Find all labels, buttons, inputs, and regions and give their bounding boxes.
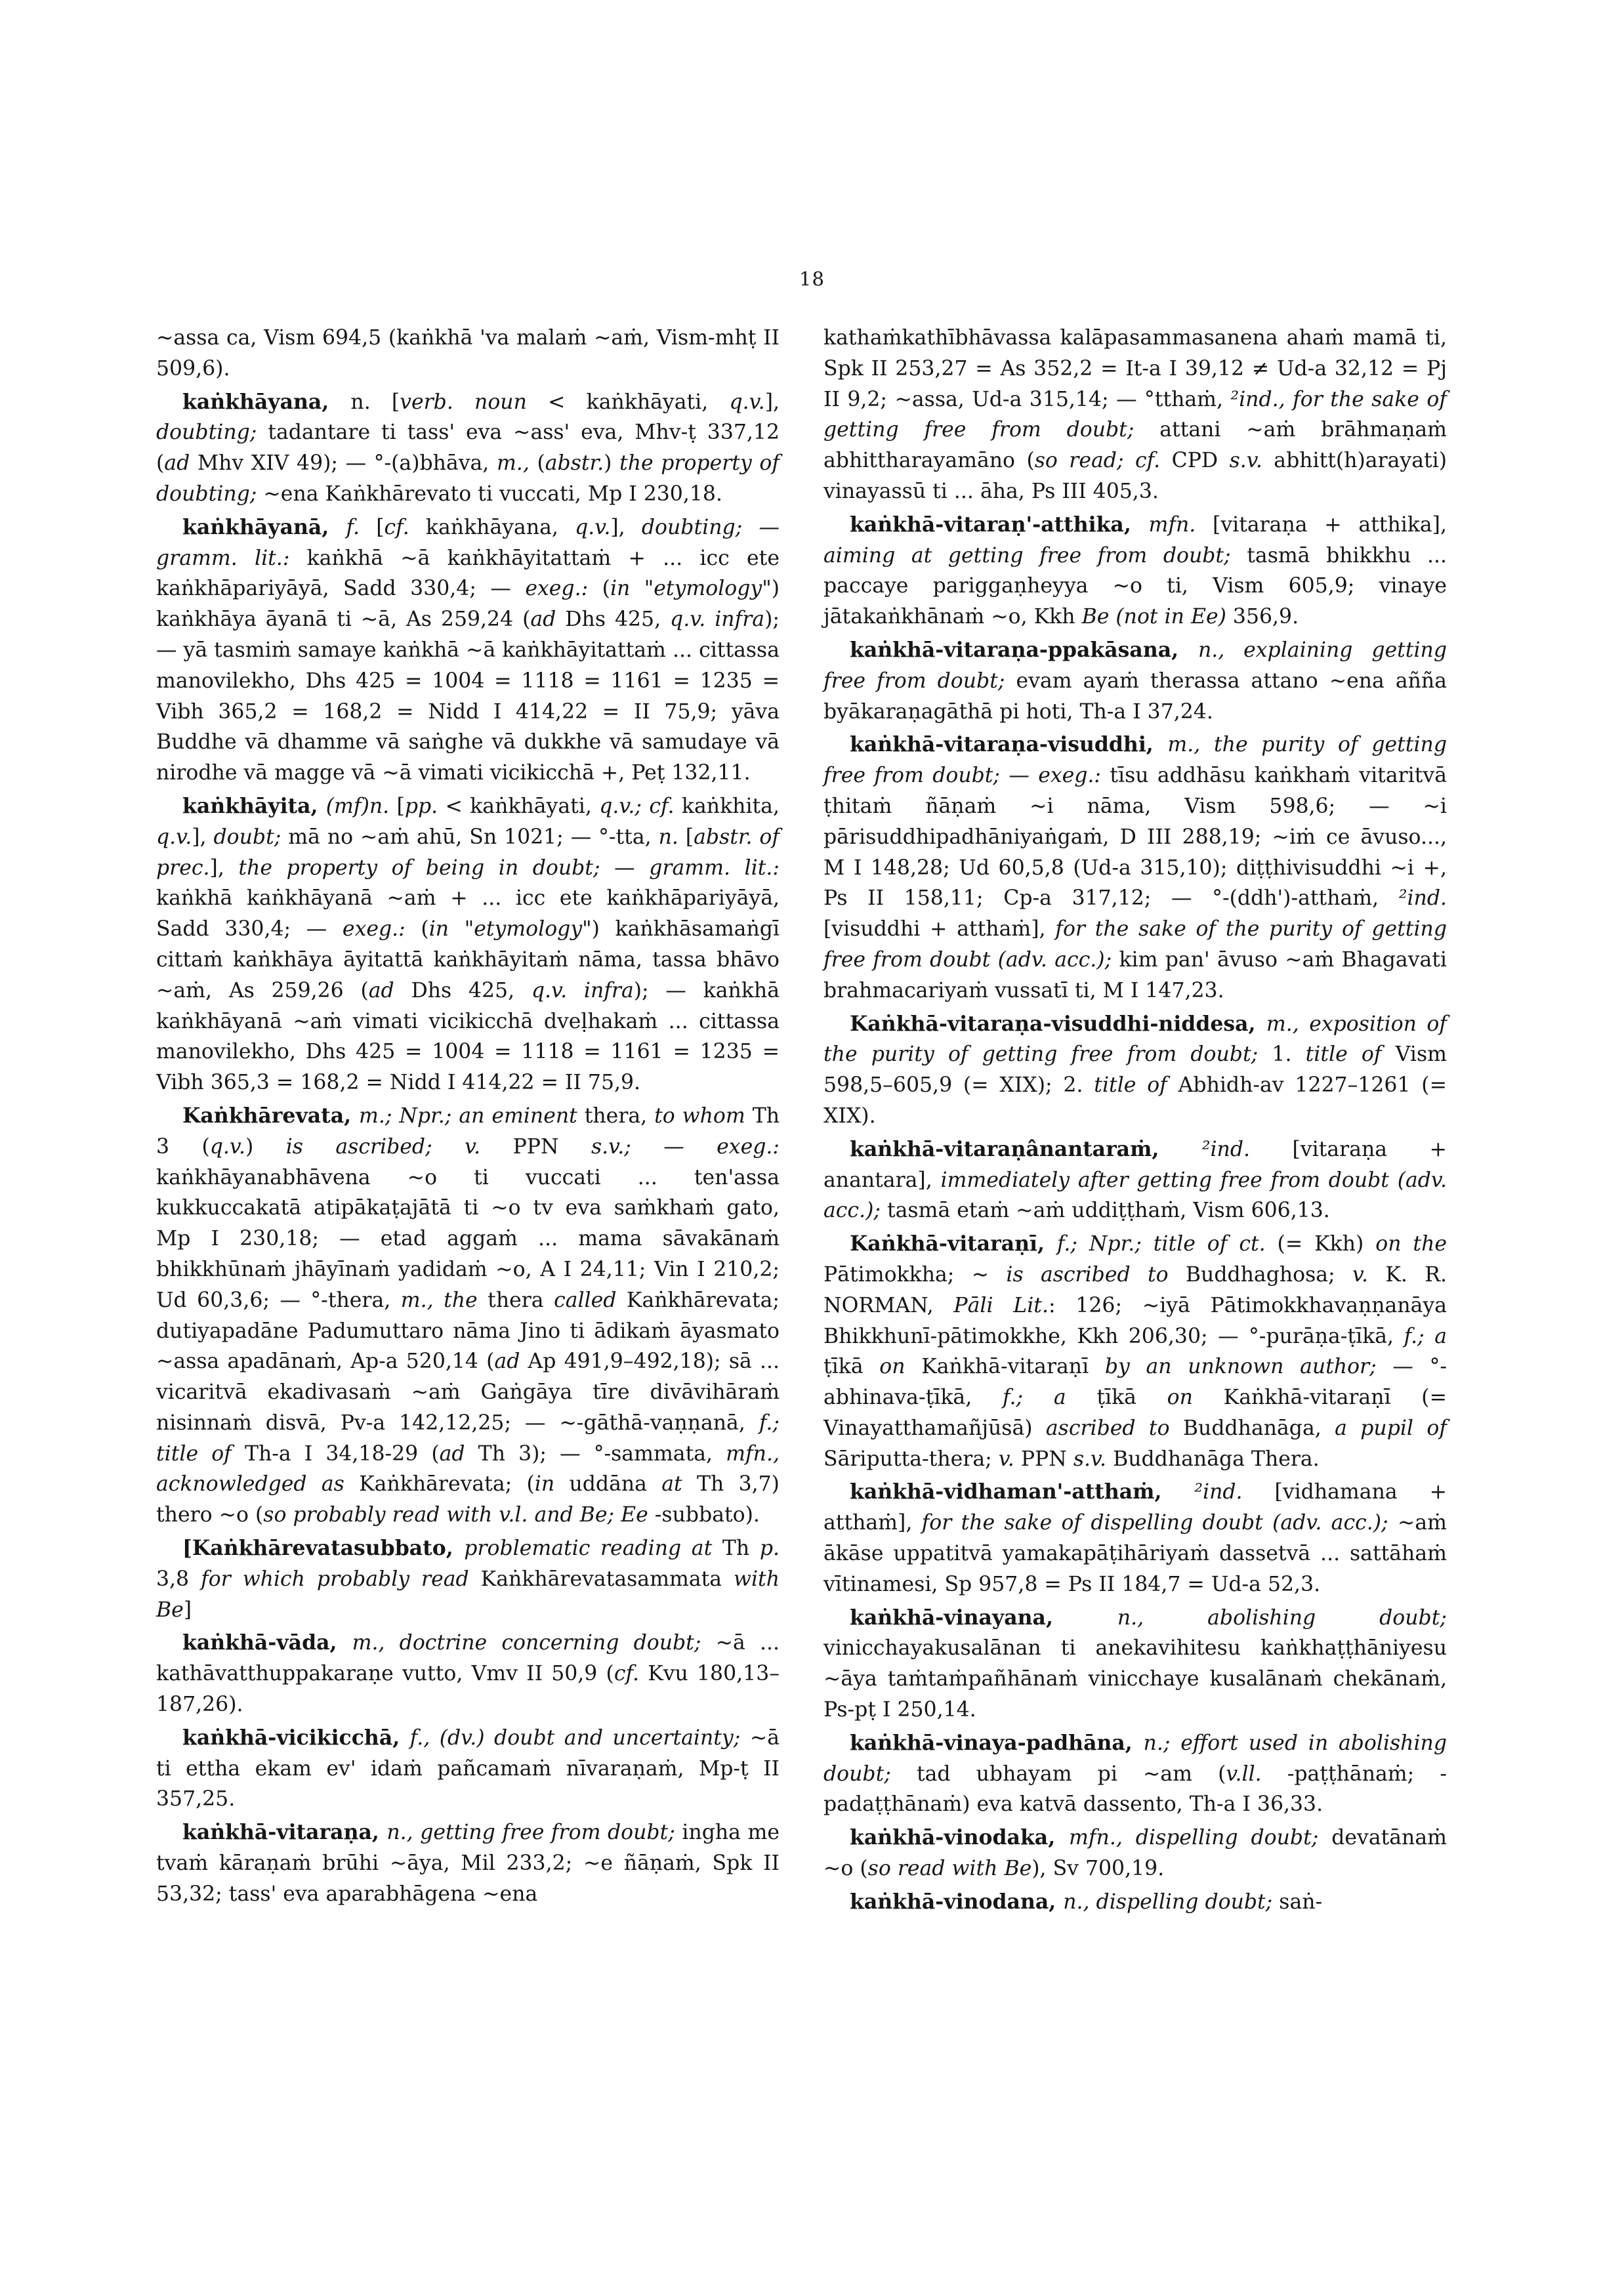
entry-text: (mf)n. (325, 794, 390, 818)
entry-text: ), Sv 700,19. (1031, 1857, 1165, 1881)
dictionary-entry (156, 1723, 780, 1815)
entry-text: verb. noun (400, 390, 527, 414)
entry-text: mfn., dispelling doubt; (1069, 1826, 1319, 1850)
entry-text: aiming at getting free from doubt; (823, 543, 1231, 568)
entry-text: < kaṅkhāyati, (526, 390, 730, 414)
entry-text: tasmā etaṁ ~aṁ uddiṭṭhaṁ, Vism 606,13. (880, 1199, 1330, 1223)
entry-text: — °-abhinava-ṭīkā, (823, 1355, 1447, 1410)
dictionary-entry (823, 730, 1447, 1006)
entry-text: exeg.: (342, 917, 406, 941)
entry-text: ) kaṅkhāsamaṅgī cittaṁ kaṅkhāya āyitattā kaṅkhāyitaṁ nāma, tassa bhāvo ~aṁ, As 259,26 ( (156, 917, 780, 1003)
entry-text: ṭīkā (1066, 1386, 1167, 1410)
dictionary-entry (823, 1229, 1447, 1474)
entry-text: abhitt(h)arayati) vinayassū ti ... āha, Ps III 405,3. (823, 449, 1447, 503)
entry-text: v.ll. (1226, 1762, 1262, 1786)
entry-text: pp. (404, 794, 438, 818)
entry-text: uddāna (554, 1472, 662, 1497)
entry-text: ) kaṅkhāya āyanā ti ~ā, As 259,24 ( (156, 577, 780, 632)
entry-text: Buddhanāga, (1169, 1416, 1335, 1440)
entry-text: m., the (400, 1288, 478, 1312)
dictionary-entry (156, 1628, 780, 1720)
entry-headword: kaṅkhā-vitaraṇa-ppakāsana, (850, 637, 1198, 662)
entry-text: n., abolishing doubt; (1117, 1605, 1447, 1630)
entry-text: ( (529, 451, 545, 476)
entry-text: n. [ (350, 390, 400, 414)
entry-text: cf. (384, 515, 409, 539)
dictionary-entry (823, 1887, 1447, 1918)
entry-text: in (534, 1472, 555, 1497)
entry-text: v. (1352, 1262, 1369, 1287)
entry-text: -subbato). (648, 1503, 760, 1527)
entry-headword: kaṅkhāyana, (182, 389, 351, 414)
entry-text: s.v. (1229, 449, 1262, 473)
entry-text: ad (530, 608, 556, 632)
entry-text: s.v. (1073, 1447, 1107, 1471)
entry-text: on (879, 1355, 906, 1379)
entry-text: kaṅkhāyanabhāvena ~o ti vuccati ... ten'assa kukkuccakatā atipākaṭajātā ti ~o tv eva saṁkhaṁ gato, Mp I 230,18; — etad aggaṁ ... mama sāvakānaṁ bhikkhūnaṁ jhāyīnaṁ yadidaṁ ~o, A I 24,11; Vin I 210,2; Ud 60,3,6; — °-thera, (156, 1165, 780, 1312)
entry-text: Ap 491,9–492,18); sā ... vicaritvā ekadivasaṁ ~aṁ Gaṅgāya tīre divāvihāraṁ nisinnaṁ disvā, Pv-a 142,12,25; — ~-gāthā-vaṇṇanā, (156, 1350, 780, 1435)
dictionary-entry (823, 1823, 1447, 1884)
entry-text: -paṭṭhānaṁ; -padaṭṭhānaṁ) eva katvā dassento, Th-a I 36,33. (823, 1762, 1447, 1817)
entry-text: Buddhaghosa; (1168, 1262, 1352, 1287)
entry-text: m.; Npr.; an eminent (359, 1104, 577, 1128)
entry-text: q.v. (729, 390, 765, 414)
entry-text: ) (245, 1134, 286, 1159)
entry-text: Be (not in Ee) (1081, 605, 1226, 629)
entry-text: the property of being in doubt; — gramm. lit.: (238, 856, 780, 880)
entry-text: ²ind. (1398, 886, 1447, 911)
dictionary-entry (823, 1728, 1447, 1820)
entry-text: Sāriputta-thera; (823, 1447, 999, 1471)
entry-text: PPN (1014, 1447, 1073, 1471)
entry-text: ~aṁ ākāse uppatitvā yamakapāṭihāriyaṁ dassetvā ... sattāhaṁ vītinamesi, Sp 957,8 = Ps II 184,7 = Ud-a 52,3. (823, 1511, 1447, 1596)
entry-text: in "etymology" (610, 577, 772, 601)
entry-text: in "etymology" (428, 917, 592, 941)
dictionary-entry (156, 387, 780, 510)
dictionary-entry (823, 1009, 1447, 1132)
entry-text: ); — yā tasmiṁ samaye kaṅkhā ~ā kaṅkhāyitattaṁ ... cittassa manovilekho, Dhs 425 = 1004 = 1118 = 1161 = 1235 = Vibh 365,2 = 168,2 = Nidd I 414,22 = II 75,9; yāva Buddhe vā dhamme vā saṅghe vā dukkhe vā samudaye vā nirodhe vā magge vā ~ā vimati vicikicchā +, Peṭ 132,11. (156, 608, 780, 785)
entry-text: 3,8 (156, 1567, 201, 1591)
entry-text: vinicchayakusalānan ti anekavihitesu kaṅkhaṭṭhāniyesu ~āya taṁtaṁpañhānaṁ vinicchaye kusalānaṁ chekānaṁ, Ps-pṭ I 250,14. (823, 1636, 1447, 1722)
entry-text: m., (496, 451, 530, 476)
entry-text: is ascribed; v. (285, 1134, 481, 1159)
entry-text: ad (494, 1350, 520, 1374)
entry-text: K. R. NORMAN, (823, 1262, 1447, 1317)
entry-headword: kaṅkhāyita, (182, 793, 326, 818)
entry-text: tīsu addhāsu kaṅkhaṁ vitaritvā ṭhitaṁ ñāṇaṁ ~i nāma, Vism 598,6; — ~i pārisuddhipadhāniyaṅgaṁ, D III 288,19; ~iṁ ce āvuso..., M I 148,28; Ud 60,5,8 (Ud-a 315,10); diṭṭhivisuddhi ~i +, Ps II 158,11; Cp-a 317,12; — °-(ddh')-atthaṁ, (823, 764, 1447, 911)
entry-text: cf. (614, 1662, 640, 1686)
entry-text: ( (405, 917, 429, 941)
entry-text: Dhs 425, (394, 978, 531, 1003)
dictionary-entry (156, 512, 780, 789)
entry-text: : 126; ~iyā Pātimokkhavaṇṇanāya Bhikkhunī-pātimokkhe, Kkh 206,30; — °-purāṇa-ṭīkā, (823, 1293, 1447, 1348)
dictionary-entry (156, 323, 780, 384)
entry-text: q.v. infra (531, 978, 634, 1003)
entry-headword: Kaṅkhārevata, (182, 1103, 359, 1128)
entry-text: attani ~aṁ brāhmaṇaṁ abhittharayamāno ( (823, 418, 1447, 473)
entry-text: kaṅkhā kaṅkhāyanā ~aṁ + ... icc ete kaṅkhāpariyāyā, Sadd 330,4; — (156, 886, 780, 941)
dictionary-entry (823, 635, 1447, 727)
entry-text: s.v.; — exeg.: (591, 1134, 780, 1159)
entry-text: [vitaraṇa + anantara], (823, 1137, 1447, 1192)
entry-text: n. (658, 825, 678, 849)
dictionary-entry (156, 1533, 780, 1625)
entry-text: a pupil of (1335, 1416, 1447, 1440)
entry-text: the property of doubting; (156, 451, 780, 506)
entry-text: [ (678, 825, 694, 849)
entry-text: for the sake of dispelling doubt (adv. acc.); (921, 1511, 1388, 1535)
dictionary-entry (156, 791, 780, 1098)
entry-text: [ (360, 515, 385, 539)
entry-headword: kaṅkhā-vinaya-padhāna, (850, 1730, 1144, 1755)
entry-text: called (554, 1288, 617, 1312)
entry-text: ²ind. (1194, 1480, 1243, 1504)
entry-text: Dhs 425, (556, 608, 671, 632)
entry-text: title of (1305, 1043, 1382, 1067)
entry-text: Abhidh-av 1227–1261 (= XIX). (823, 1073, 1447, 1128)
entry-text: PPN (480, 1134, 591, 1159)
dictionary-entry (156, 1817, 780, 1909)
entry-text: m., doctrine concerning doubt; (352, 1631, 701, 1655)
entry-text: ad (368, 978, 394, 1003)
entry-text: ascribed to (1045, 1416, 1170, 1440)
entry-text: mfn., acknowledged as (156, 1441, 780, 1497)
entry-text: immediately after getting free from doubt (adv. acc.); (823, 1168, 1447, 1223)
entry-text: Kaṅkhā-vitaraṇī (905, 1355, 1105, 1379)
entry-headword: kaṅkhā-vāda, (182, 1630, 352, 1655)
entry-text: n., explaining getting free from doubt; (823, 638, 1447, 693)
entry-text: ], (192, 825, 214, 849)
entry-text: ) (604, 451, 620, 476)
entry-text: Th (712, 1537, 760, 1561)
entry-text: ~ā ... kathāvatthuppakaraṇe vutto, Vmv II 50,9 ( (156, 1631, 780, 1686)
entry-text: kaṅkhā ~ā kaṅkhāyitattaṁ + ... icc ete kaṅkhāpariyāyā, Sadd 330,4; — (156, 546, 780, 601)
entry-text: devatānaṁ ~o ( (823, 1826, 1447, 1881)
entry-text: [vidhamana + atthaṁ], (823, 1480, 1447, 1535)
entry-text: Kaṅkhārevata; ( (344, 1472, 535, 1497)
entry-text: Kaṅkhā-vitaraṇī (= Vinayatthamañjūsā) (823, 1386, 1447, 1440)
entry-text: f. (346, 515, 360, 539)
entry-text: on the (1375, 1232, 1447, 1256)
entry-headword: Kaṅkhā-vitaraṇī, (850, 1231, 1057, 1256)
page-number: 18 (799, 268, 825, 290)
entry-text: so read; cf. (1034, 449, 1161, 473)
entry-text: at (661, 1472, 682, 1497)
entry-text: doubting; (156, 421, 257, 445)
entry-text: ingha me tvaṁ kāraṇaṁ brūhi ~āya, Mil 233,2; ~e ñāṇaṁ, Spk II 53,32; tass' eva aparabhāgena ~ena (156, 1821, 780, 1906)
entry-text: mā no ~aṁ ahū, Sn 1021; — °-tta, (281, 825, 659, 849)
entry-text: ~assa ca, Vism 694,5 (kaṅkhā 'va malaṁ ~aṁ, Vism-mhṭ II 509,6). (156, 326, 780, 381)
dictionary-entry (823, 1603, 1447, 1726)
entry-headword: kaṅkhāyanā, (182, 514, 346, 539)
entry-text: Vism 598,5–605,9 (= XIX); 2. (823, 1043, 1447, 1098)
entry-text: CPD (1160, 449, 1230, 473)
entry-text: ] (183, 1598, 192, 1622)
entry-text: abstr. (545, 451, 604, 476)
entry-text: ad (164, 451, 190, 476)
entry-text: tad ubhayam pi ~am ( (890, 1762, 1226, 1786)
entry-text: ( (588, 577, 610, 601)
entry-text: Pāli Lit. (953, 1293, 1049, 1317)
entry-text: for the sake of the purity of getting free from doubt (adv. acc.); (823, 917, 1447, 972)
entry-text: [ (389, 794, 405, 818)
entry-headword: [Kaṅkhārevatasubbato, (182, 1536, 465, 1561)
entry-text: thera, (577, 1104, 655, 1128)
entry-text: p. (759, 1537, 780, 1561)
dictionary-entry (156, 1101, 780, 1531)
entry-text: Kaṅkhārevata; dutiyapadāne Padumuttaro nāma Jino ti ādikaṁ āyasmato ~assa apadānaṁ, Ap-a 520,14 ( (156, 1288, 780, 1374)
entry-text: < kaṅkhāyati, (438, 794, 600, 818)
entry-text: for which probably read (201, 1567, 469, 1591)
entry-text: is ascribed to (1006, 1262, 1169, 1287)
entry-text: [vitaraṇa + atthika], (1196, 512, 1447, 537)
entry-text: with Be (156, 1567, 780, 1622)
entry-text: on (1167, 1386, 1193, 1410)
entry-text: n., getting free from doubt; (386, 1821, 675, 1845)
entry-headword: kaṅkhā-vitaraṇ'-atthika, (850, 512, 1149, 537)
entry-text: v. (998, 1447, 1014, 1471)
entry-text: f.; a (1002, 1386, 1066, 1410)
entry-text: Kaṅkhārevatasammata (468, 1567, 734, 1591)
entry-text: by an unknown author; (1104, 1355, 1377, 1379)
entry-text: ²ind., for the sake of getting free from doubt; (823, 387, 1447, 442)
entry-text: Kvu 180,13–187,26). (156, 1662, 780, 1717)
entry-headword: kaṅkhā-vicikicchā, (182, 1725, 410, 1750)
entry-text: q.v. (209, 1134, 245, 1159)
entry-text: Mhv XIV 49); — °-(a)bhāva, (190, 451, 497, 476)
entry-text: mfn. (1148, 512, 1196, 537)
entry-text: Th 3); — °-sammata, (465, 1441, 726, 1466)
entry-headword: kaṅkhā-vinayana, (850, 1605, 1117, 1630)
entry-text: Buddhanāga Thera. (1106, 1447, 1320, 1471)
entry-headword: kaṅkhā-vitaraṇa-visuddhi, (850, 732, 1168, 757)
entry-text: ~ā ti ettha ekam ev' idaṁ pañcamaṁ nīvaraṇaṁ, Mp-ṭ II 357,25. (156, 1726, 780, 1811)
entry-text: f., (dv.) doubt and uncertainty; (409, 1726, 741, 1750)
dictionary-entry (823, 1477, 1447, 1600)
dictionary-entry (823, 1134, 1447, 1226)
entry-text: Pātimokkha; ~ (823, 1262, 1007, 1287)
entry-text: ], (610, 515, 642, 539)
entry-text: 1. (1258, 1043, 1306, 1067)
entry-text: doubting; — gramm. lit.: (156, 515, 780, 570)
entry-text: m., the purity of getting free from doubt; — exeg.: (823, 733, 1447, 788)
dictionary-entry (823, 323, 1447, 507)
entry-text: q.v. (575, 515, 611, 539)
entry-text: abstr. of prec. (156, 825, 780, 880)
entry-headword: kaṅkhā-vitaraṇânantaraṁ, (850, 1136, 1202, 1161)
entry-text: m., exposition of the purity of getting free from doubt; (823, 1012, 1447, 1067)
entry-headword: kaṅkhā-vinodana, (850, 1889, 1064, 1914)
entry-text: kaṅkhita, (674, 794, 780, 818)
entry-text: Th 3 ( (156, 1104, 780, 1159)
entry-text: ²ind. (1201, 1137, 1251, 1161)
entry-text: thera (477, 1288, 554, 1312)
entry-text: f.; Npr.; title of ct. (1056, 1232, 1266, 1256)
entry-text: saṅ- (1272, 1890, 1323, 1914)
entry-text: q.v. infra (670, 608, 765, 632)
right-column (823, 323, 1447, 1920)
entry-text: ad (439, 1441, 465, 1466)
entry-text: to whom (654, 1104, 745, 1128)
entry-text: ); — kaṅkhā kaṅkhāyanā ~aṁ vimati vicikicchā dveḷhakaṁ ... cittassa manovilekho, Dhs 425 = 1004 = 1118 = 1161 = 1235 = Vibh 365,3 = 168,2 = Nidd I 414,22 = II 75,9. (156, 978, 780, 1095)
entry-text: [visuddhi + atthaṁ], (823, 917, 1056, 941)
entry-text: evam ayaṁ therassa attano ~ena añña byākaraṇagāthā pi hoti, Th-a I 37,24. (823, 669, 1447, 724)
entry-headword: kaṅkhā-vidhaman'-atthaṁ, (850, 1479, 1195, 1504)
entry-text: kathaṁkathībhāvassa kalāpasammasanena ahaṁ mamā ti, Spk II 253,27 = As 352,2 = It-a I 39,12 ≠ Ud-a 32,12 = Pj II 9,2; ~assa, Ud-a 315,14; — °tthaṁ, (823, 326, 1447, 411)
entry-text: title of (1094, 1073, 1167, 1098)
entry-text: q.v.; cf. (599, 794, 675, 818)
entry-text: Th 3,7) thero ~o ( (156, 1472, 780, 1527)
entry-text: Th-a I 34,18-29 ( (231, 1441, 440, 1466)
dictionary-entry (823, 510, 1447, 632)
entry-text: so probably read with v.l. and Be; Ee (263, 1503, 648, 1527)
entry-text: exeg.: (525, 577, 589, 601)
entry-text: doubt; (213, 825, 281, 849)
entry-text: ], (209, 856, 239, 880)
entry-text: kaṅkhāyana, (409, 515, 575, 539)
entry-text: so read with Be (867, 1857, 1032, 1881)
entry-text: n.; effort used in abolishing doubt; (823, 1731, 1447, 1786)
entry-text: q.v. (156, 825, 192, 849)
entry-text: problematic reading at (464, 1537, 713, 1561)
entry-text: tadantare ti tass' eva ~ass' eva, Mhv-ṭ 337,12 ( (156, 421, 780, 476)
entry-text: ], (764, 390, 780, 414)
entry-text: 356,9. (1226, 605, 1299, 629)
entry-text: ~ena Kaṅkhārevato ti vuccati, Mp I 230,18. (257, 482, 722, 506)
entry-text: f.; a (1404, 1324, 1447, 1348)
entry-text: tasmā bhikkhu ... paccaye pariggaṇheyya ~o ti, Vism 605,9; vinaye jātakaṅkhānaṁ ~o, Kkh (823, 543, 1447, 629)
entry-headword: kaṅkhā-vitaraṇa, (182, 1820, 387, 1845)
entry-text: (= Kkh) (1265, 1232, 1376, 1256)
entry-text: kim pan' āvuso ~aṁ Bhagavati brahmacariyaṁ vussatī ti, M I 147,23. (823, 947, 1447, 1003)
entry-text: ṭīkā (823, 1355, 880, 1379)
entry-text: n., dispelling doubt; (1063, 1890, 1273, 1914)
entry-headword: kaṅkhā-vinodaka, (850, 1825, 1070, 1850)
entry-text: f.; title of (156, 1411, 780, 1466)
entry-headword: Kaṅkhā-vitaraṇa-visuddhi-niddesa, (850, 1011, 1266, 1036)
left-column (156, 323, 780, 1912)
